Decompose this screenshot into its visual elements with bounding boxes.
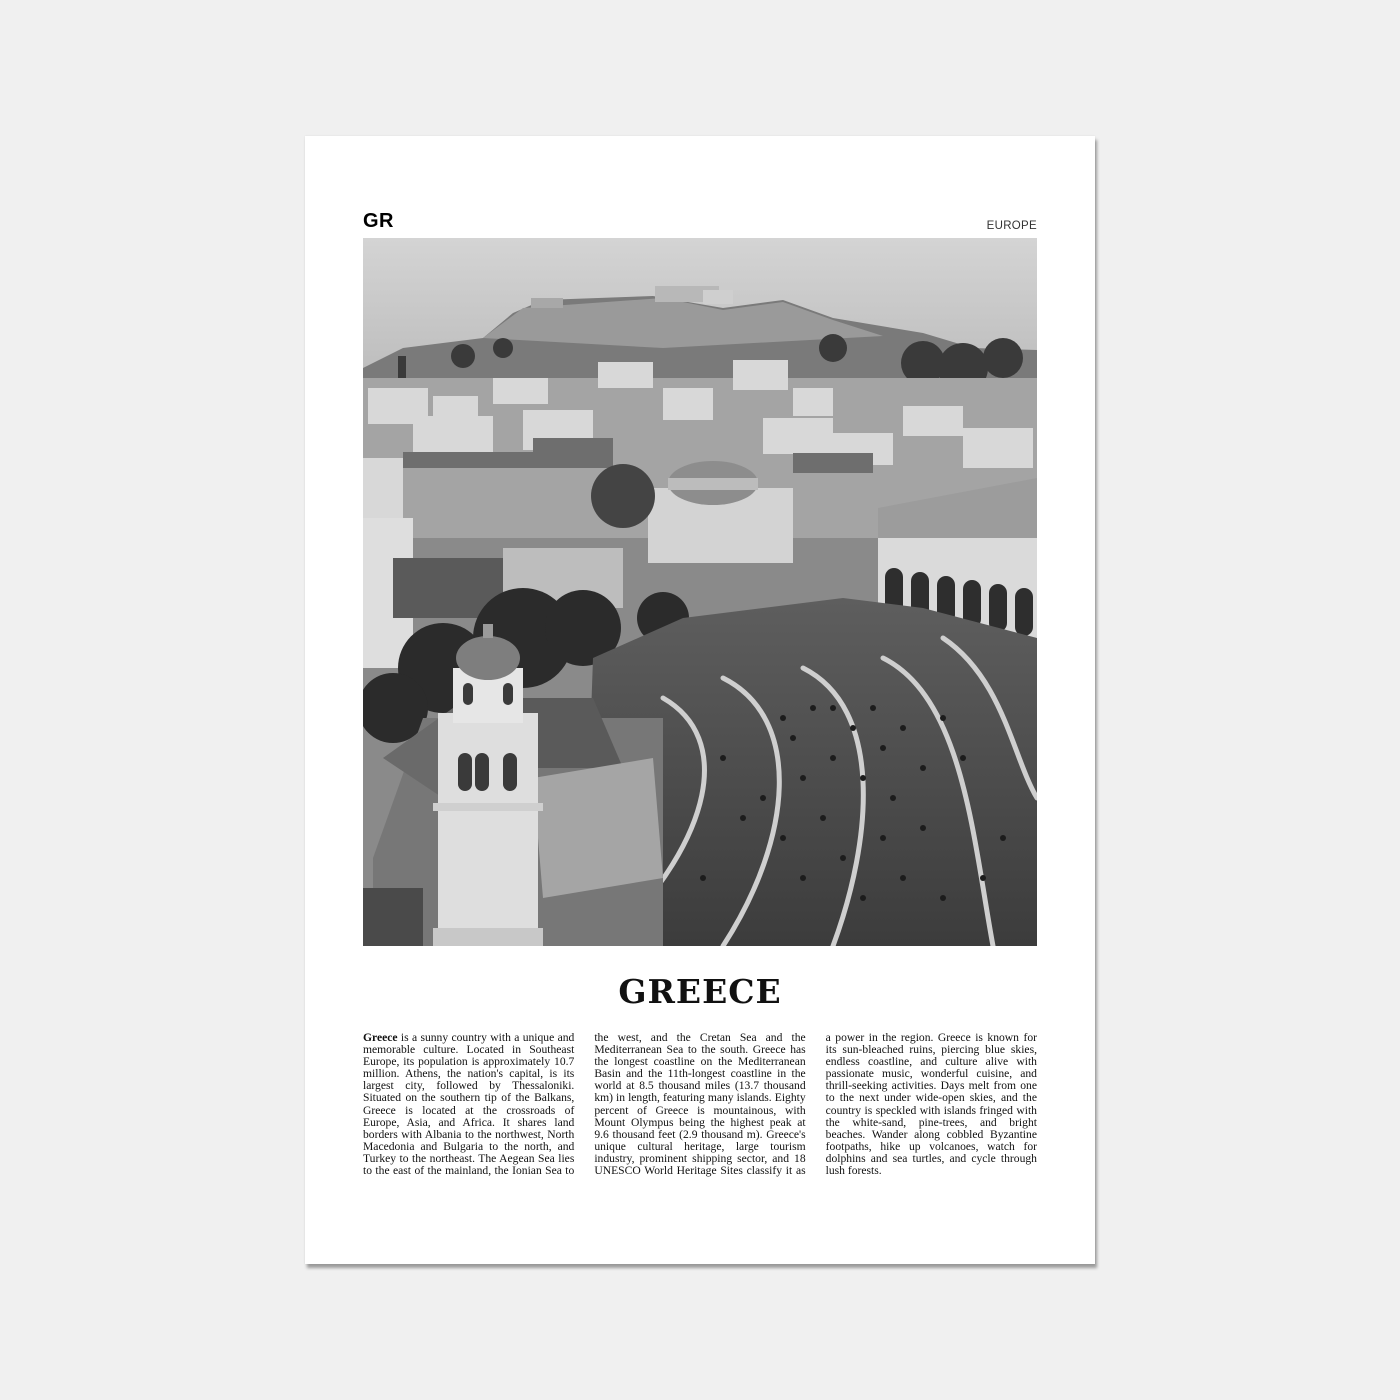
poster-title: GREECE [618,972,782,1011]
city-photo [363,238,1037,946]
poster [305,136,1095,1264]
region-label: EUROPE [986,220,1037,232]
description-lead: Greece [363,1031,398,1044]
description-body: is a sunny country with a unique and memorable culture. Located in Southeast Europe, its population is approximately 10.7 million. Athens, the nation's capital, is its largest city, followed by Thessaloniki. Situated on the southern tip of the Balkans, Greece is located at the crossroads of Europe, Asia, and Africa. It shares land borders with Albania to the northwest, North Macedonia and Bulgaria to the north, and Turkey to the northeast. The Aegean Sea lies to the east of the mainland, the Ionian Sea to the west, and the Cretan Sea and the Mediterranean Sea to the south. Greece has the longest coastline on the Mediterranean Basin and the 11th-longest coastline in the world at 8.5 thousand miles (13.7 thousand km) in length, featuring many islands. Eighty percent of Greece is mountainous, with Mount Olympus being the highest peak at 9.6 thousand feet (2.9 thousand m). Greece's unique cultural heritage, large tourism industry, prominent shipping sector, and 18 UNESCO World Heritage Sites classify it as a power in the region. Greece is known for its sun-bleached ruins, piercing blue skies, endless coastline, and culture alive with passionate music, wonderful cuisine, and thrill-seeking activities. Days melt from one to the next under wide-open skies, and the country is speckled with islands fringed with the white-sand, pine-trees, and bright beaches. Wander along cobbled Byzantine footpaths, hike up volcanoes, watch for dolphins and sea turtles, and cycle through lush forests. [363,1031,1037,1178]
country-code: GR [363,210,394,232]
description-text [363,1032,1037,1177]
